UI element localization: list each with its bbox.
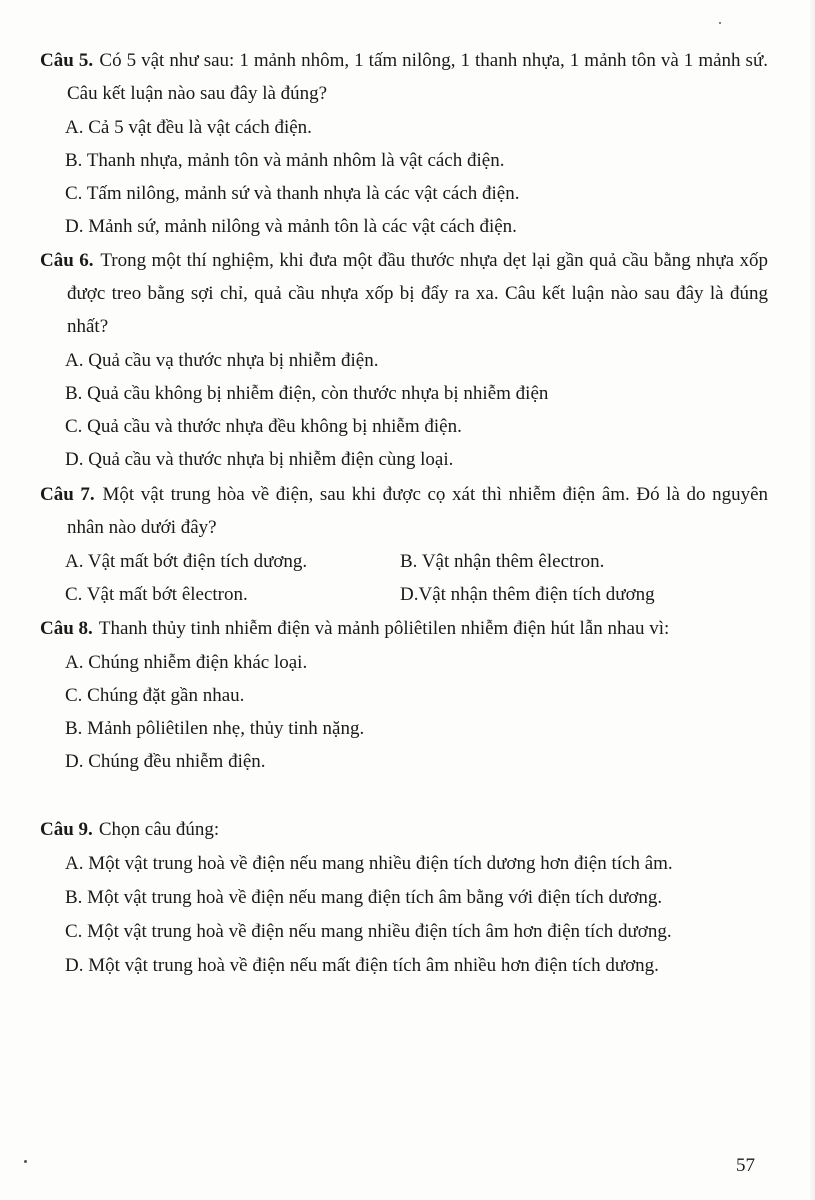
option-a: A. Vật mất bớt điện tích dương. bbox=[65, 551, 308, 572]
option-c: C. Chúng đặt gần nhau. bbox=[65, 685, 245, 706]
options-list bbox=[40, 545, 768, 611]
options-list bbox=[40, 344, 768, 476]
question-label: Câu 6. bbox=[40, 250, 94, 271]
option-b: B. Mảnh pôliêtilen nhẹ, thủy tinh nặng. bbox=[65, 718, 365, 739]
option-b: B. Một vật trung hoà về điện nếu mang điện tích âm bằng với điện tích dương. bbox=[65, 887, 663, 908]
option-b: B. Thanh nhựa, mảnh tôn và mảnh nhôm là vật cách điện. bbox=[65, 150, 505, 171]
question-text: Một vật trung hòa về điện, sau khi được cọ xát thì nhiễm điện âm. Đó là do nguyên nhân nào dưới đây? bbox=[67, 484, 768, 538]
option-b: B. Quả cầu không bị nhiễm điện, còn thước nhựa bị nhiễm điện bbox=[65, 383, 549, 404]
option-d: D. Một vật trung hoà về điện nếu mất điện tích âm nhiều hơn điện tích dương. bbox=[65, 955, 659, 976]
option-c: C. Quả cầu và thước nhựa đều không bị nhiễm điện. bbox=[65, 416, 462, 437]
question-label: Câu 9. bbox=[40, 819, 93, 840]
paper-speck bbox=[24, 1160, 27, 1163]
question-5 bbox=[40, 44, 768, 243]
options-list bbox=[40, 847, 768, 982]
question-9 bbox=[40, 813, 768, 982]
question-stem bbox=[40, 478, 768, 544]
options-row bbox=[40, 578, 768, 611]
option-c: C. Tấm nilông, mảnh sứ và thanh nhựa là các vật cách điện. bbox=[65, 183, 520, 204]
question-6 bbox=[40, 244, 768, 476]
option-d: D. Mảnh sứ, mảnh nilông và mảnh tôn là các vật cách điện. bbox=[65, 216, 517, 237]
question-label: Câu 7. bbox=[40, 484, 95, 505]
question-text: Trong một thí nghiệm, khi đưa một đầu thước nhựa dẹt lại gần quả cầu bằng nhựa xốp được treo bằng sợi chỉ, quả cầu nhựa xốp bị đẩy ra xa. Câu kết luận nào sau đây là đúng nhất? bbox=[67, 250, 768, 337]
options-list bbox=[40, 646, 768, 778]
question-text: Chọn câu đúng: bbox=[98, 819, 220, 840]
question-stem bbox=[40, 44, 768, 110]
question-text: Có 5 vật như sau: 1 mảnh nhôm, 1 tấm nilông, 1 thanh nhựa, 1 mảnh tôn và 1 mảnh sứ. Câu kết luận nào sau đây là đúng? bbox=[67, 50, 769, 104]
question-7 bbox=[40, 478, 768, 611]
question-label: Câu 8. bbox=[40, 618, 93, 639]
question-8 bbox=[40, 612, 768, 778]
options-row bbox=[40, 545, 768, 578]
question-label: Câu 5. bbox=[40, 50, 94, 71]
option-a: A. Một vật trung hoà về điện nếu mang nhiều điện tích dương hơn điện tích âm. bbox=[65, 853, 673, 874]
option-b: B. Vật nhận thêm êlectron. bbox=[400, 551, 605, 572]
option-a: A. Cả 5 vật đều là vật cách điện. bbox=[65, 117, 312, 138]
option-a: A. Quả cầu vạ thước nhựa bị nhiễm điện. bbox=[65, 350, 379, 371]
question-stem bbox=[40, 813, 768, 846]
option-c: C. Một vật trung hoà về điện nếu mang nhiều điện tích âm hơn điện tích dương. bbox=[65, 921, 672, 942]
question-stem bbox=[40, 612, 768, 645]
option-a: A. Chúng nhiễm điện khác loại. bbox=[65, 652, 308, 673]
option-d: D. Chúng đều nhiễm điện. bbox=[65, 751, 266, 772]
option-d: D.Vật nhận thêm điện tích dương bbox=[400, 584, 655, 605]
page-number: 57 bbox=[736, 1155, 755, 1176]
question-text: Thanh thủy tinh nhiễm điện và mảnh pôliêtilen nhiễm điện hút lẫn nhau vì: bbox=[98, 618, 670, 639]
option-d: D. Quả cầu và thước nhựa bị nhiễm điện cùng loại. bbox=[65, 449, 454, 470]
paper-speck bbox=[719, 22, 721, 24]
question-stem bbox=[40, 244, 768, 343]
options-list bbox=[40, 111, 768, 243]
page-edge-shadow bbox=[809, 0, 815, 1200]
option-c: C. Vật mất bớt êlectron. bbox=[65, 584, 248, 605]
